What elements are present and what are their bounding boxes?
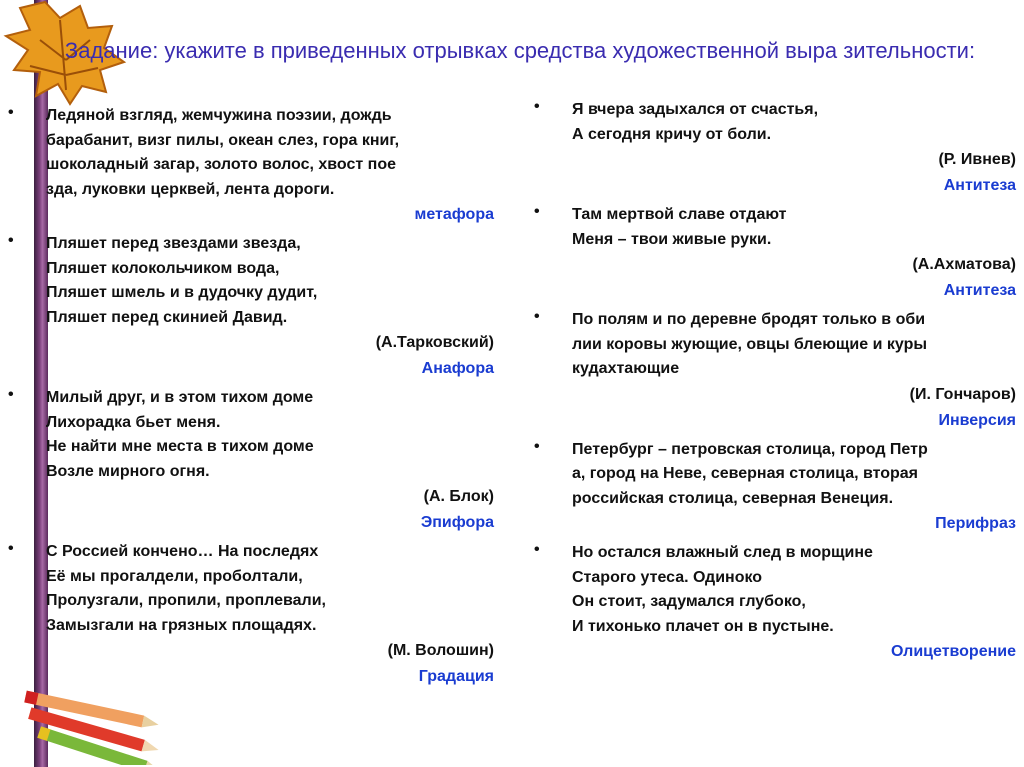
excerpt-line: а, город на Неве, северная столица, вторая [572, 465, 919, 482]
excerpt-author: (А. Блок) [423, 488, 494, 505]
literary-device-answer: Анафора [421, 360, 494, 377]
excerpt-item [534, 438, 1016, 538]
excerpt-line: кудахтающие [572, 360, 680, 377]
excerpt-line: Он стоит, задумался глубоко, [572, 593, 806, 610]
excerpt-line: И тихонько плачет он в пустыне. [572, 617, 834, 635]
excerpt-line: лии коровы жующие, овцы блеющие и куры [572, 335, 928, 353]
excerpt-line: Ледяной взгляд, жемчужина поэзии, дождь [46, 107, 392, 124]
excerpt-line: Пляшет шмель и в дудочку дудит, [46, 284, 318, 301]
excerpt-line: Пляшет перед скинией Давид. [46, 308, 288, 326]
excerpt-line: А сегодня кричу от боли. [572, 125, 772, 143]
bullet-marker: • [534, 98, 540, 115]
excerpt-line: Пляшет перед звездами звезда, [46, 235, 301, 252]
bullet-marker: • [8, 232, 14, 249]
excerpt-line: Милый друг, и в этом тихом доме [46, 389, 314, 406]
excerpt-item [8, 540, 494, 690]
excerpt-line: Петербург – петровская столица, город Петр [572, 440, 928, 458]
literary-device-answer: Эпифора [420, 514, 494, 531]
excerpt-author: (Р. Ивнев) [938, 151, 1016, 168]
right-column [534, 98, 1016, 669]
excerpt-line: Её мы прогалдели, проболтали, [46, 567, 303, 585]
excerpt-author: (А.Ахматова) [912, 256, 1016, 273]
literary-device-answer: Антитеза [943, 282, 1016, 299]
excerpt-item [8, 386, 494, 536]
excerpt-line: барабанит, визг пилы, океан слез, гора книг, [46, 131, 400, 149]
bullet-marker: • [534, 541, 540, 558]
excerpt-item [534, 98, 1016, 199]
excerpt-line: Не найти мне места в тихом доме [46, 438, 314, 455]
excerpt-item [8, 104, 494, 228]
literary-device-answer: Инверсия [938, 411, 1016, 429]
excerpt-item [8, 232, 494, 382]
excerpt-line: Пляшет колокольчиком вода, [46, 259, 280, 277]
bullet-marker: • [8, 540, 14, 557]
excerpt-line: Старого утеса. Одиноко [572, 568, 763, 586]
excerpt-line: Лихорадка бьет меня. [46, 413, 221, 431]
crayons-icon [8, 690, 168, 765]
excerpt-line: Пролузгали, пропили, проплевали, [46, 592, 326, 609]
bullet-marker: • [534, 308, 540, 325]
excerpt-author: (И. Гончаров) [909, 385, 1016, 403]
left-column [8, 104, 494, 694]
excerpt-line: Я вчера задыхался от счастья, [572, 101, 819, 118]
excerpt-line: Возле мирного огня. [46, 462, 210, 480]
bullet-marker: • [534, 437, 540, 455]
excerpt-line: Но остался влажный след в морщине [572, 544, 873, 561]
excerpt-line: Замызгали на грязных площадях. [46, 616, 317, 634]
excerpt-line: По полям и по деревне бродят только в оби [572, 311, 926, 328]
excerpt-line: шоколадный загар, золото волос, хвост пое [46, 156, 396, 173]
excerpt-line: российская столица, северная Венеция. [572, 489, 894, 507]
literary-device-answer: Антитеза [943, 177, 1016, 194]
literary-device-answer: метафора [414, 206, 494, 223]
literary-device-answer: Перифраз [935, 515, 1016, 532]
bullet-marker: • [8, 104, 14, 121]
excerpt-item [534, 203, 1016, 304]
bullet-marker: • [534, 203, 540, 220]
literary-device-answer: Градация [418, 668, 494, 685]
excerpt-author: (М. Волошин) [387, 642, 494, 659]
excerpt-line: Меня – твои живые руки. [572, 230, 772, 248]
excerpt-line: зда, луковки церквей, лента дороги. [46, 180, 335, 198]
excerpt-author: (А.Тарковский) [375, 334, 494, 351]
bullet-marker: • [8, 386, 14, 403]
slide-title: Задание: укажите в приведенных отрывках средства художественной выра зительности: [64, 38, 976, 63]
excerpt-item [534, 308, 1016, 434]
excerpt-item [534, 541, 1016, 665]
literary-device-answer: Олицетворение [890, 643, 1016, 660]
excerpt-line: Там мертвой славе отдают [572, 206, 787, 223]
excerpt-line: С Россией кончено… На последях [46, 543, 319, 560]
